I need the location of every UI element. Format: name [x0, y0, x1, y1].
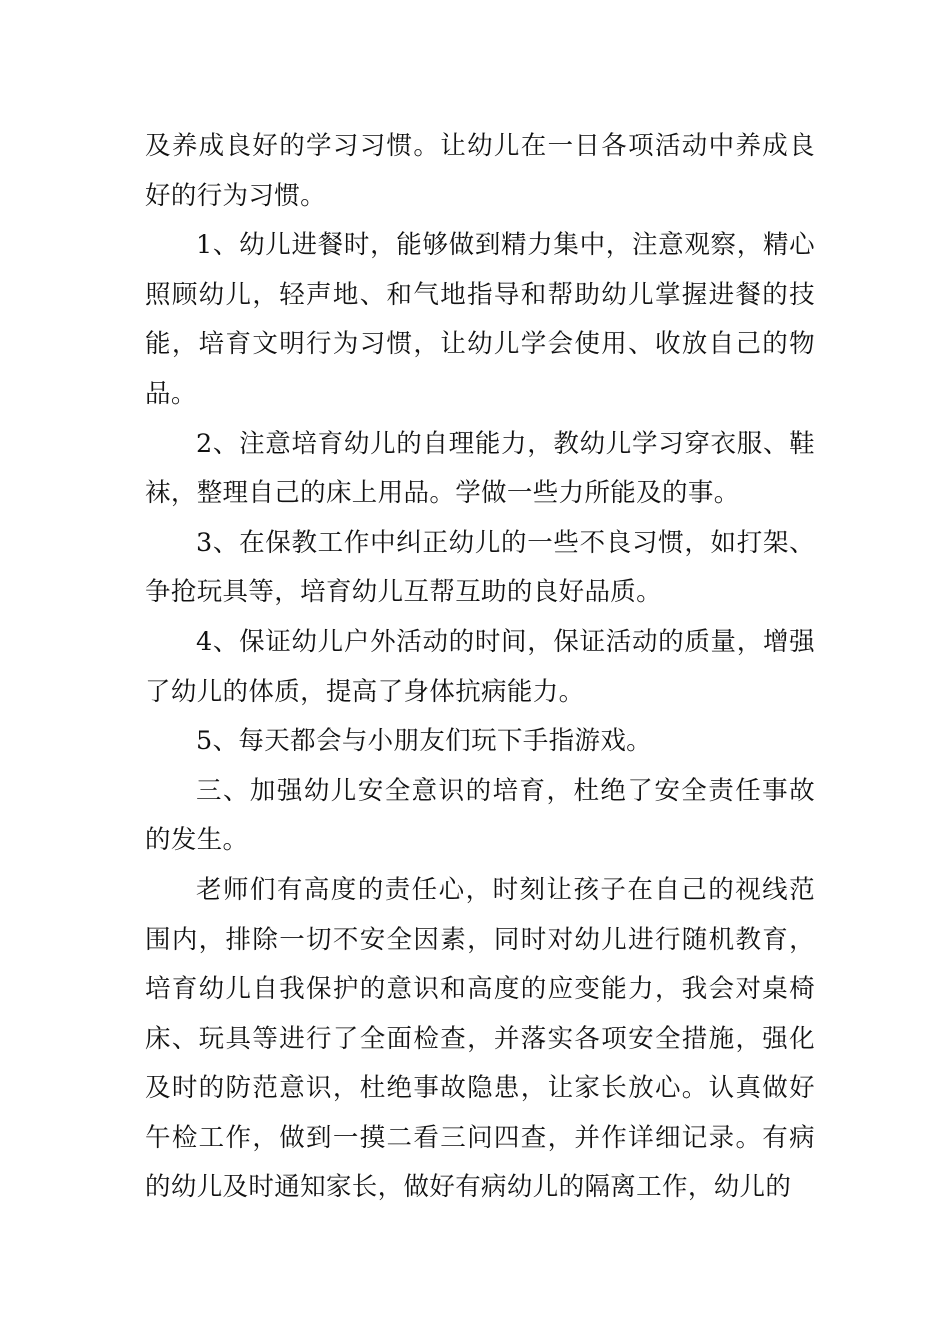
paragraph-item-3: 3、在保教工作中纠正幼儿的一些不良习惯，如打架、争抢玩具等，培育幼儿互帮互助的良好品质。: [145, 527, 815, 608]
document-body: [145, 122, 815, 1213]
paragraph-item-4: 4、保证幼儿户外活动的时间，保证活动的质量，增强了幼儿的体质，提高了身体抗病能力。: [145, 626, 815, 707]
paragraph-teachers: 老师们有高度的责任心，时刻让孩子在自己的视线范围内，排除一切不安全因素，同时对幼儿进行随机教育，培育幼儿自我保护的意识和高度的应变能力，我会对桌椅床、玩具等进行了全面检查，并落实各项安全措施，强化及时的防范意识，杜绝事故隐患，让家长放心。认真做好午检工作，做到一摸二看三问四查，并作详细记录。有病的幼儿及时通知家长，做好有病幼儿的隔离工作，幼儿的: [145, 874, 815, 1203]
section-heading-3: 三、加强幼儿安全意识的培育，杜绝了安全责任事故的发生。: [145, 775, 815, 856]
paragraph-item-2: 2、注意培育幼儿的自理能力，教幼儿学习穿衣服、鞋袜，整理自己的床上用品。学做一些力所能及的事。: [145, 428, 815, 509]
paragraph-continuation: 及养成良好的学习习惯。让幼儿在一日各项活动中养成良好的行为习惯。: [145, 131, 815, 211]
paragraph-item-5: 5、每天都会与小朋友们玩下手指游戏。: [196, 726, 653, 757]
paragraph-item-1: 1、幼儿进餐时，能够做到精力集中，注意观察，精心照顾幼儿，轻声地、和气地指导和帮助幼儿掌握进餐的技能，培育文明行为习惯，让幼儿学会使用、收放自己的物品。: [145, 230, 815, 409]
